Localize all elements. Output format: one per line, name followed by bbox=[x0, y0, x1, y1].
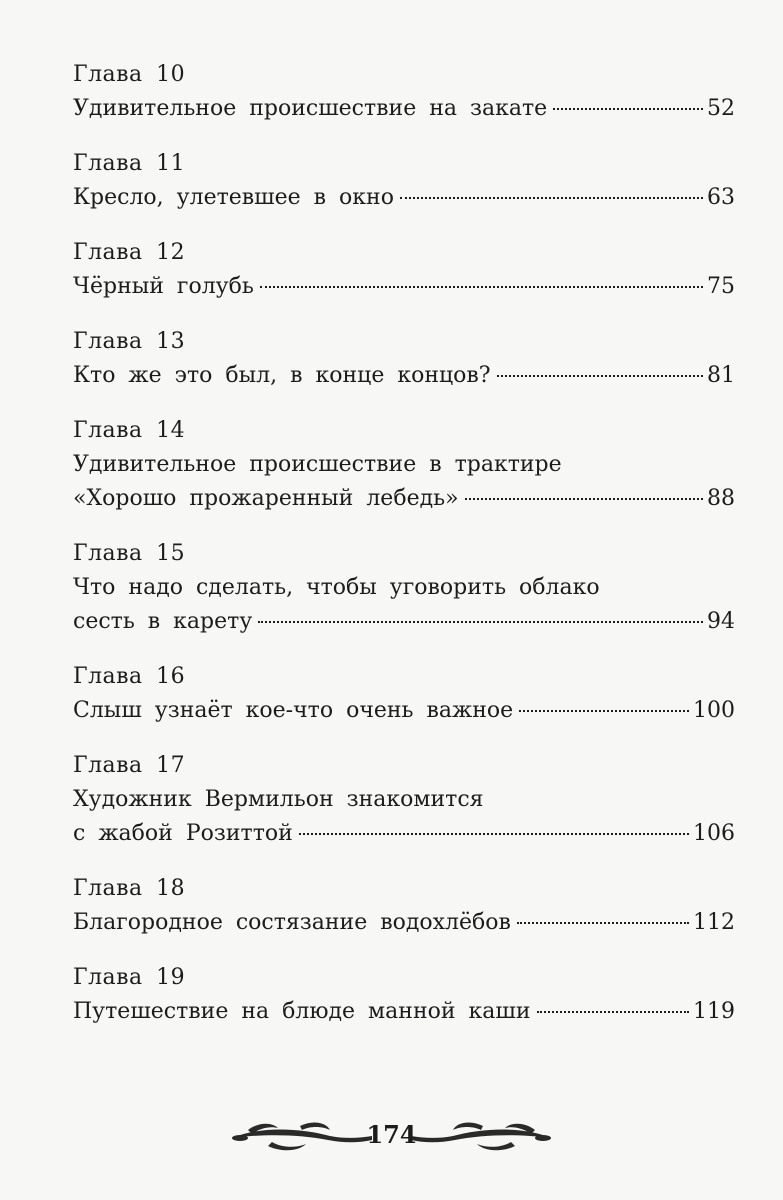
toc-entry bbox=[73, 660, 735, 728]
chapter-title: Художник Вермильон знакомится bbox=[73, 787, 484, 812]
toc-entry bbox=[73, 147, 735, 215]
dot-leader bbox=[497, 375, 703, 377]
chapter-label: Глава 14 bbox=[73, 418, 186, 443]
dot-leader bbox=[519, 710, 689, 712]
page-ref: 63 bbox=[707, 185, 735, 210]
chapter-label: Глава 10 bbox=[73, 62, 186, 87]
chapter-label: Глава 17 bbox=[73, 753, 186, 778]
chapter-label: Глава 16 bbox=[73, 664, 186, 689]
toc-entry bbox=[73, 537, 735, 639]
dot-leader bbox=[517, 922, 689, 924]
dot-leader bbox=[553, 108, 703, 110]
toc-entry bbox=[73, 325, 735, 393]
chapter-title: Что надо сделать, чтобы уговорить облако bbox=[73, 575, 600, 600]
chapter-title-line bbox=[73, 817, 735, 851]
page-ref: 52 bbox=[707, 96, 735, 121]
dot-leader bbox=[258, 621, 703, 623]
page-ref: 112 bbox=[693, 910, 735, 935]
chapter-label: Глава 18 bbox=[73, 876, 186, 901]
page-ref: 94 bbox=[707, 609, 735, 634]
chapter-title: Чёрный голубь bbox=[73, 274, 254, 299]
toc-entry bbox=[73, 749, 735, 851]
chapter-label: Глава 13 bbox=[73, 329, 186, 354]
chapter-title-line bbox=[73, 906, 735, 940]
page-ref: 88 bbox=[707, 486, 735, 511]
chapter-title-line bbox=[73, 694, 735, 728]
chapter-title-line bbox=[73, 359, 735, 393]
chapter-title-line bbox=[73, 92, 735, 126]
toc-entry bbox=[73, 961, 735, 1029]
chapter-title: с жабой Розиттой bbox=[73, 821, 293, 846]
page-ref: 119 bbox=[693, 999, 735, 1024]
chapter-label: Глава 15 bbox=[73, 541, 186, 566]
page-ref: 81 bbox=[707, 363, 735, 388]
page-ref: 100 bbox=[693, 698, 735, 723]
chapter-title: Кресло, улетевшее в окно bbox=[73, 185, 394, 210]
chapter-title-line bbox=[73, 605, 735, 639]
page-ref: 106 bbox=[693, 821, 735, 846]
chapter-title: Слыш узнаёт кое-что очень важное bbox=[73, 698, 514, 723]
dot-leader bbox=[537, 1011, 690, 1013]
chapter-title: Удивительное происшествие на закате bbox=[73, 96, 548, 121]
chapter-title-line bbox=[73, 995, 735, 1029]
toc-entry bbox=[73, 236, 735, 304]
chapter-title: Благородное состязание водохлёбов bbox=[73, 910, 511, 935]
chapter-title: «Хорошо прожаренный лебедь» bbox=[73, 486, 459, 511]
chapter-label: Глава 11 bbox=[73, 151, 186, 176]
toc-entry bbox=[73, 414, 735, 516]
dot-leader bbox=[400, 197, 703, 199]
chapter-label: Глава 19 bbox=[73, 965, 186, 990]
chapter-title: Удивительное происшествие в трактире bbox=[73, 452, 562, 477]
chapter-title-line bbox=[73, 270, 735, 304]
chapter-title-line bbox=[73, 482, 735, 516]
toc-entry bbox=[73, 872, 735, 940]
page-number: 174 bbox=[366, 1120, 417, 1149]
chapter-title: Путешествие на блюде манной каши bbox=[73, 999, 531, 1024]
chapter-label: Глава 12 bbox=[73, 240, 186, 265]
chapter-title: сесть в карету bbox=[73, 609, 253, 634]
toc-entry bbox=[73, 58, 735, 126]
page-footer bbox=[0, 1112, 783, 1162]
dot-leader bbox=[465, 498, 703, 500]
chapter-title-line bbox=[73, 181, 735, 215]
dot-leader bbox=[260, 286, 703, 288]
chapter-title: Кто же это был, в конце концов? bbox=[73, 363, 491, 388]
page-ref: 75 bbox=[707, 274, 735, 299]
table-of-contents bbox=[73, 58, 735, 1050]
dot-leader bbox=[299, 833, 689, 835]
